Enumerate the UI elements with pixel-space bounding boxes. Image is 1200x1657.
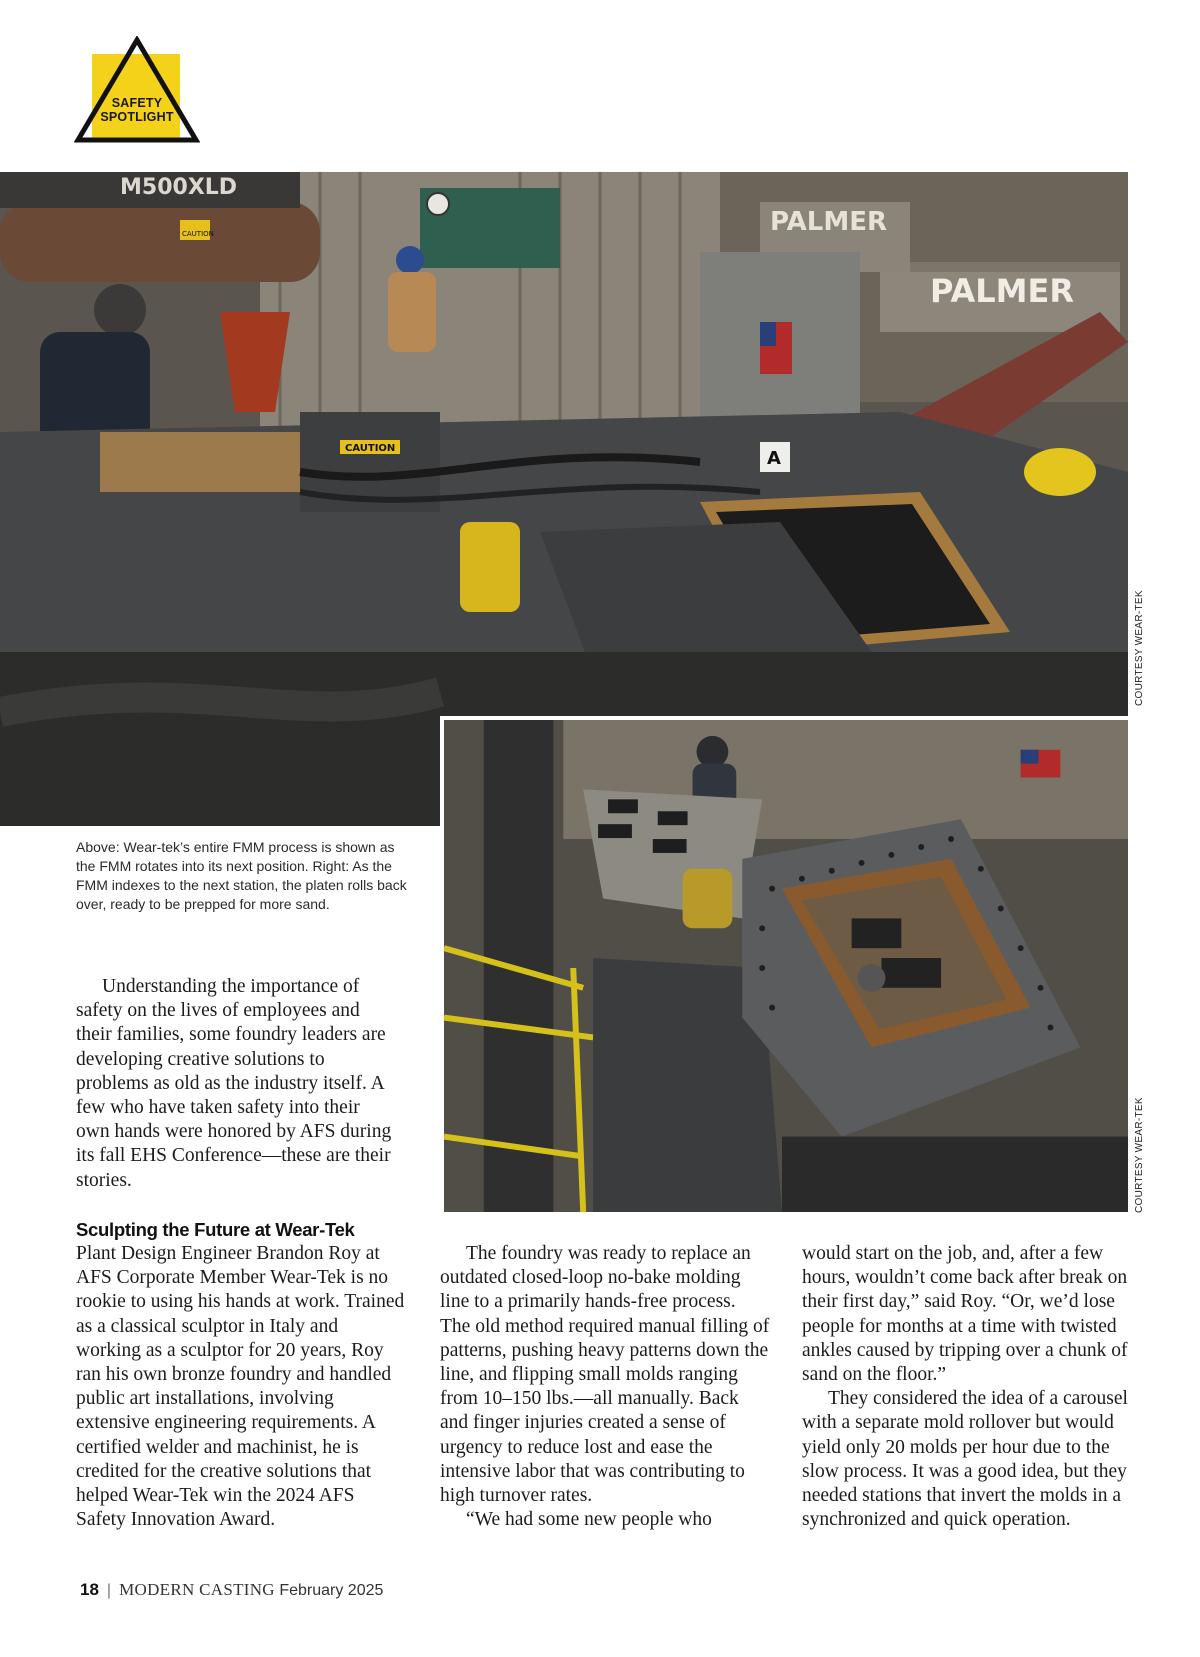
- badge-label-line-1: SAFETY: [111, 96, 163, 110]
- section-heading: Sculpting the Future at Wear-Tek: [76, 1219, 355, 1240]
- issue-date: February 2025: [279, 1582, 384, 1599]
- article-column-2: [440, 1242, 770, 1532]
- article-column-1: [76, 1218, 406, 1532]
- footer-separator: |: [106, 1582, 112, 1599]
- intro-paragraph: Understanding the importance of safety on the lives of employees and their families, some foundry leaders are developing creative solutions to problems as old as the industry itself. A few who have taken safety into their own hands were honored by AFS during its fall EHS Conference—these are their stories.: [76, 976, 392, 1191]
- column-3-paragraph-1: would start on the job, and, after a few hours, wouldn’t come back after break on their first day,” said Roy. “Or, we’d lose people for months at a time with twisted ankles caused by tripping over a chunk of sand on the floor.”: [802, 1243, 1128, 1386]
- machine-model-label: M500XLD: [120, 175, 238, 200]
- photo-credit-top: COURTESY WEAR-TEK: [1134, 590, 1145, 706]
- safety-spotlight-badge: [74, 36, 200, 148]
- column-1-paragraph: Plant Design Engineer Brandon Roy at AFS Corporate Member Wear-Tek is no rookie to using his hands at work. Trained as a classical sculptor in Italy and working as a sculptor for 20 years, Roy ran his own bronze foundry and handled public art installations, involving extensive engineering requirements. A certified welder and machinist, he is credited for the creative solutions that helped Wear-Tek win the 2024 AFS Safety Innovation Award.: [76, 1243, 405, 1531]
- caution-label-2: CAUTION: [182, 230, 214, 238]
- article-column-3: [802, 1242, 1132, 1532]
- mold-rollover-photo: [440, 716, 1128, 1212]
- badge-label-line-2: SPOTLIGHT: [100, 110, 174, 124]
- caution-label-1: CAUTION: [345, 443, 396, 454]
- magazine-name: MODERN CASTING: [119, 1580, 275, 1599]
- column-2-paragraph-2: “We had some new people who: [466, 1509, 712, 1531]
- photo-credit-bottom: COURTESY WEAR-TEK: [1134, 1097, 1145, 1213]
- column-2-paragraph-1: The foundry was ready to replace an outdated closed-loop no-bake molding line to a primarily hands-free process. The old method required manual filling of patterns, pushing heavy patterns down the line, and flipping small molds ranging from 10–150 lbs.—all manually. Back and finger injuries created a sense of urgency to reduce lost and ease the intensive labor that was contributing to high turnover rates.: [440, 1243, 770, 1507]
- station-letter-sign: A: [767, 448, 781, 469]
- palmer-logo-1: PALMER: [770, 207, 888, 237]
- warning-triangle-icon: [74, 36, 200, 148]
- page-footer: [80, 1580, 383, 1600]
- column-3-paragraph-2: They considered the idea of a carousel with a separate mold rollover but would yield only 20 molds per hour due to the slow process. It was a good idea, but they needed stations that invert the molds in a synchronized and quick operation.: [802, 1388, 1128, 1531]
- intro-text: [76, 975, 396, 1193]
- photo-caption: Above: Wear-tek’s entire FMM process is shown as the FMM rotates into its next position. Right: As the FMM indexes to the next station, the platen rolls back over, ready to be prepped for more sand.: [76, 839, 407, 912]
- page-number: 18: [80, 1580, 99, 1599]
- palmer-logo-2: PALMER: [930, 272, 1075, 310]
